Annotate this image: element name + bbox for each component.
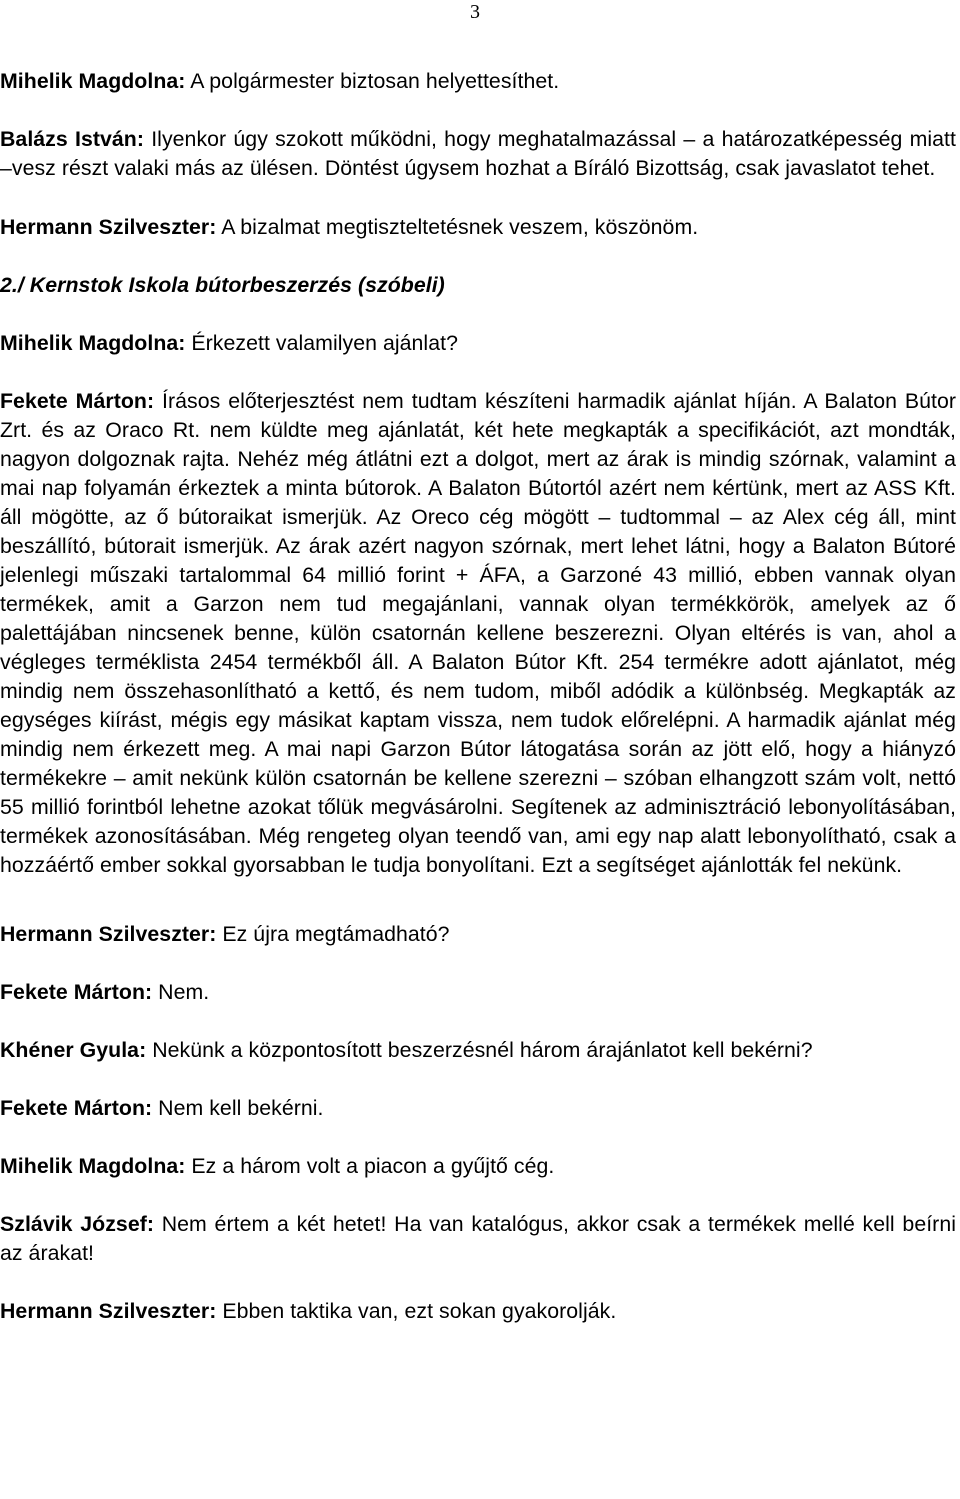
speaker-name: Fekete Márton: [0,389,155,413]
speaker-name: Khéner Gyula: [0,1038,147,1062]
speaker-name: Hermann Szilveszter: [0,922,217,946]
speech-paragraph [0,1210,956,1268]
speech-text: Nem értem a két hetet! Ha van katalógus, akkor csak a termékek mellé kell beírni az árakat! [0,1212,957,1265]
speaker-name: Mihelik Magdolna: [0,1154,186,1178]
speech-paragraph [0,1297,956,1326]
speech-paragraph [0,125,956,183]
speaker-name: Mihelik Magdolna: [0,69,186,93]
speech-text: Ebben taktika van, ezt sokan gyakorolják. [222,1299,617,1323]
speech-text: Nem kell bekérni. [158,1096,324,1120]
speech-text: Érkezett valamilyen ajánlat? [191,331,458,355]
speech-paragraph [0,920,956,949]
speech-paragraph [0,67,956,96]
speech-text: Írásos előterjesztést nem tudtam készíteni harmadik ajánlat híján. A Balaton Bútor Zrt. és az Oraco Rt. nem küldte meg ajánlatát, két hete megkapták a specifikációt, azt mondták, nagyon dolgoznak rajta. Nehéz még átlátni ezt a dolgot, mert az árak is mindig szórnak, valamint a mai nap folyamán érkeztek a minta bútorok. A Balaton Bútortól azért nem kértünk, mert az ASS Kft. áll mögötte, az ő bútoraikat ismerjük. Az Oreco cég mögött – tudtommal – az Alex cég áll, mint beszállító, bútorait ismerjük. Az árak azért nagyon szórnak, mert lehet látni, hogy a Balaton Bútoré jelenlegi műszaki tartalommal 64 millió forint + ÁFA, a Garzoné 43 millió, ebben vannak olyan termékek, amit a Garzon nem tud megajánlani, vannak olyan termékkörök, amelyek az ő palettájában nincsenek benne, külön csatornán kellene beszerezni. Olyan eltérés is van, ahol a végleges terméklista 2454 termékből áll. A Balaton Bútor Kft. 254 termékre adott ajánlatot, még mindig nem összehasonlítható a kettő, és nem tudom, miből adódik a különbség. Megkapták az egységes kiírást, mégis egy másikat kaptam vissza, nem tudok előrelépni. A harmadik ajánlat még mindig nem érkezett meg. A mai napi Garzon Bútor látogatása során az jött elő, hogy a hiányzó termékekre – amit nekünk külön csatornán be kellene szerezni – szóban elhangzott szám volt, nettó 55 millió forintból lehetne azokat tőlük megvásárolni. Segítenek az adminisztráció lebonyolításában, termékek azonosításában. Még rengeteg olyan teendő van, ami egy nap alatt lebonyolítható, csak a hozzáértő ember sokkal gyorsabban le tudja bonyolítani. Ezt a segítséget ajánlották fel nekünk. [0,389,957,877]
speaker-name: Fekete Márton: [0,1096,153,1120]
speaker-name: Mihelik Magdolna: [0,331,186,355]
speaker-name: Balázs István: [0,127,144,151]
speech-paragraph [0,329,956,358]
speech-text: Ilyenkor úgy szokott működni, hogy meghatalmazással – a határozatképesség miatt –vesz részt valaki más az ülésen. Döntést úgysem hozhat a Bíráló Bizottság, csak javaslatot tehet. [0,127,956,180]
speaker-name: Hermann Szilveszter: [0,215,217,239]
speech-text: Ez a három volt a piacon a gyűjtő cég. [191,1154,555,1178]
agenda-item-heading: 2./ Kernstok Iskola bútorbeszerzés (szóbeli) [0,273,445,297]
speaker-name: Szlávik József: [0,1212,155,1236]
speech-text: Ez újra megtámadható? [222,922,450,946]
speech-text: A polgármester biztosan helyettesíthet. [190,69,560,93]
speech-paragraph [0,1036,956,1065]
speech-paragraph [0,387,956,880]
speech-text: Nekünk a központosított beszerzésnél három árajánlatot kell bekérni? [152,1038,813,1062]
speaker-name: Fekete Márton: [0,980,153,1004]
speech-text: A bizalmat megtiszteltetésnek veszem, köszönöm. [221,215,699,239]
speech-paragraph [0,213,956,242]
minutes-body [0,67,956,1326]
page-number: 3 [470,1,480,23]
speech-paragraph [0,1152,956,1181]
speech-text: Nem. [158,980,210,1004]
speech-paragraph [0,1094,956,1123]
speech-paragraph [0,978,956,1007]
speaker-name: Hermann Szilveszter: [0,1299,217,1323]
